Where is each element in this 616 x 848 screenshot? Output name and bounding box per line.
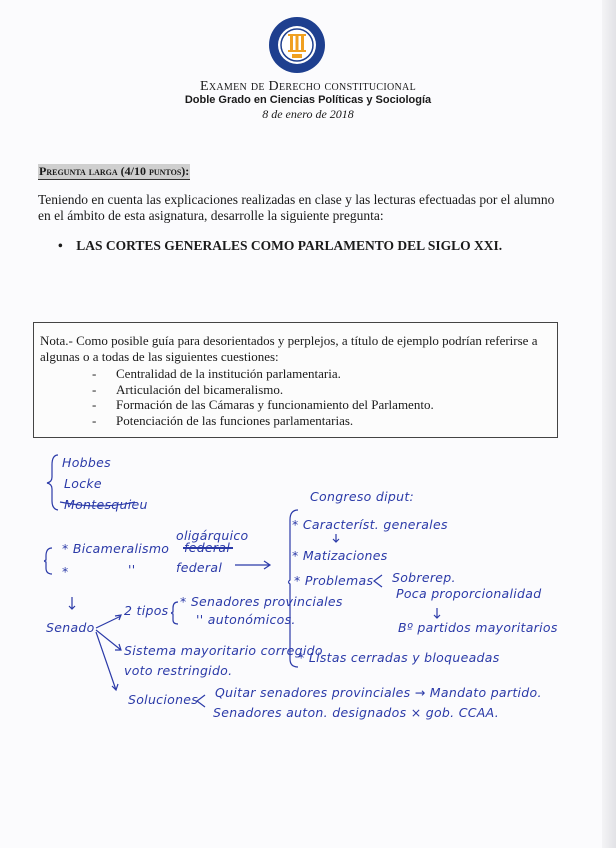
exam-subtitle: Doble Grado en Ciencias Políticas y Sociología (184, 94, 432, 106)
question-prompt: Teniendo en cuenta las explicaciones realizadas en clase y las lecturas efectuadas por el alumno en el ámbito de esta asignatura, desarrolle la siguiente pregunta: (38, 192, 555, 223)
hw-poca-proporcionalidad: Poca proporcionalidad (396, 586, 542, 601)
hw-problemas: * Problemas (294, 573, 374, 588)
question-topic: • LAS CORTES GENERALES COMO PARLAMENTO DEL SIGLO XXI. (58, 238, 503, 253)
question-heading: Pregunta larga (4/10 puntos): (39, 164, 190, 178)
hw-soluciones: Soluciones (128, 692, 199, 707)
exam-title: Examen de Derecho constitucional (200, 79, 416, 94)
note-item: - Potenciación de las funciones parlamentarias. (92, 412, 354, 428)
hw-bicameralismo-2: * (62, 564, 69, 579)
hw-bicameralismo-1: * Bicameralismo (62, 541, 170, 556)
hw-voto-restringido: voto restringido. (124, 663, 233, 678)
topic-text: LAS CORTES GENERALES COMO PARLAMENTO DEL SIGLO XXI. (76, 238, 503, 253)
hw-struck-federal: federal (184, 540, 231, 555)
hw-author-hobbes: Hobbes (62, 455, 111, 470)
hw-federal: federal (176, 560, 223, 575)
note-item: - Centralidad de la institución parlamentaria. (92, 366, 341, 381)
hw-matizaciones: * Matizaciones (292, 548, 388, 563)
hw-solucion-2: Senadores auton. designados × gob. CCAA. (213, 705, 499, 720)
hw-author-montesquieu: Montesquieu (64, 497, 148, 512)
hw-congreso: Congreso diput: (310, 489, 415, 504)
hw-solucion-1: Quitar senadores provinciales → Mandato partido. (215, 685, 542, 700)
hw-senado: Senado (46, 620, 95, 635)
hw-autonomicos: '' autonómicos. (196, 612, 296, 627)
hw-senadores-provinciales: * Senadores provinciales (180, 594, 343, 609)
hw-author-locke: Locke (64, 476, 102, 491)
note-item: - Formación de las Cámaras y funcionamiento del Parlamento. (92, 397, 434, 413)
exam-date: 8 de enero de 2018 (262, 107, 354, 121)
hw-sistema-mayoritario: Sistema mayoritario corregido (124, 643, 323, 658)
note-intro: Nota.- Como posible guía para desorientados y perplejos, a título de ejemplo podrían referirse a algunas o a todas de las siguientes cuestiones: (40, 333, 538, 364)
hw-listas: * Listas cerradas y bloqueadas (298, 650, 500, 665)
hw-oligarquico: oligárquico (176, 528, 249, 543)
hw-caracteristicas: * Característ. generales (292, 517, 448, 532)
hw-2-tipos: 2 tipos (124, 603, 169, 618)
hw-ditto: '' (128, 562, 136, 577)
hw-sobrerep: Sobrerep. (392, 570, 456, 585)
note-item: - Articulación del bicameralismo. (92, 381, 284, 397)
hw-bipartidismo: Bº partidos mayoritarios (398, 620, 558, 635)
